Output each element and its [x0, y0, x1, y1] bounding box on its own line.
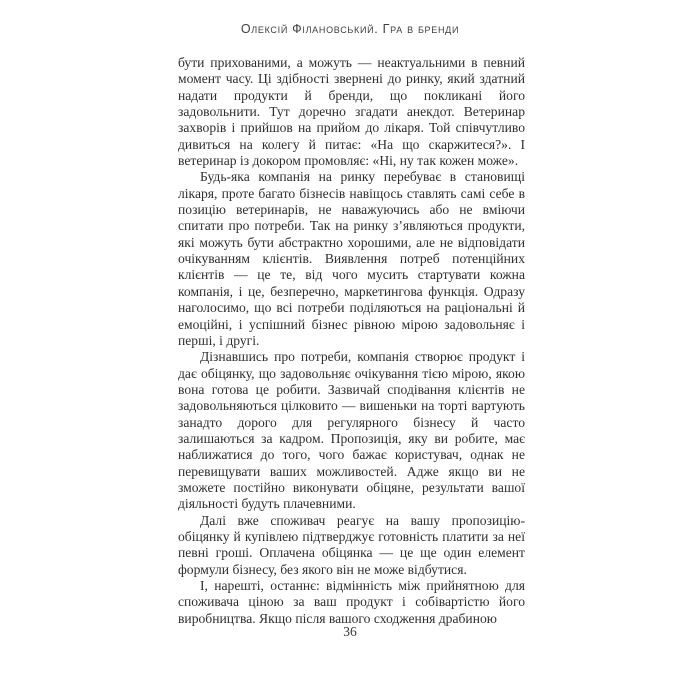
running-header: Олексій Філановський. Гра в бренди	[240, 22, 460, 36]
paragraph: бути прихованими, а можуть — неактуальними в певний момент часу. Ці здібності звернені до ринку, який здатний надати продукти й бренди, що покликані його задовольнити. Тут доречно згадати анекдот. Ветеринар захворів і прийшов на прийом до лікаря. Той співчутливо дивиться на колегу й питає: «На що скаржитеся?». І ветеринар із докором промовляє: «Ні, ну так кожен може».	[178, 55, 525, 169]
paragraph: Будь-яка компанія на ринку перебуває в становищі лікаря, проте багато бізнесів навіщось ставлять самі себе в позицію ветеринарів, не наважуючись або не вміючи спитати про потреби. Так на ринку з’являються продукти, які можуть бути абстрактно хорошими, але не відповідати очікуванням клієнтів. Виявлення потреб потенційних клієнтів — це те, від чого мусить стартувати кожна компанія, і це, безперечно, маркетингова функція. Одразу наголосимо, що всі потреби поділяються на раціональні й емоційні, і успішний бізнес рівною мірою задовольняє і перші, і другі.	[178, 169, 525, 348]
body-text	[178, 55, 525, 627]
paragraph: І, нарешті, останнє: відмінність між прийнятною для споживача ціною за ваш продукт і собівартістю його виробництва. Якщо після вашого сходження драбиною	[178, 578, 525, 626]
paragraph: Дізнавшись про потреби, компанія створює продукт і дає обіцянку, що задовольняє очікування тією мірою, якою вона готова це робити. Зазвичай сподівання клієнтів не задовольняються цілковито — вишеньки на торті вартують занадто дорого для регулярного бізнесу й часто залишаються за кадром. Пропозиція, яку ви робите, має наближатися до того, чого бажає користувач, однак не перевищувати ваших можливостей. Адже якщо ви не зможете постійно виконувати обіцяне, результати вашої діяльності будуть плачевними.	[178, 349, 525, 512]
paragraph: Далі вже споживач реагує на вашу пропозицію-обіцянку й купівлею підтверджує готовність платити за неї певні гроші. Оплачена обіцянка — це ще один елемент формули бізнесу, без якого він не може відбутися.	[178, 512, 525, 577]
page-number: 36	[343, 624, 357, 639]
